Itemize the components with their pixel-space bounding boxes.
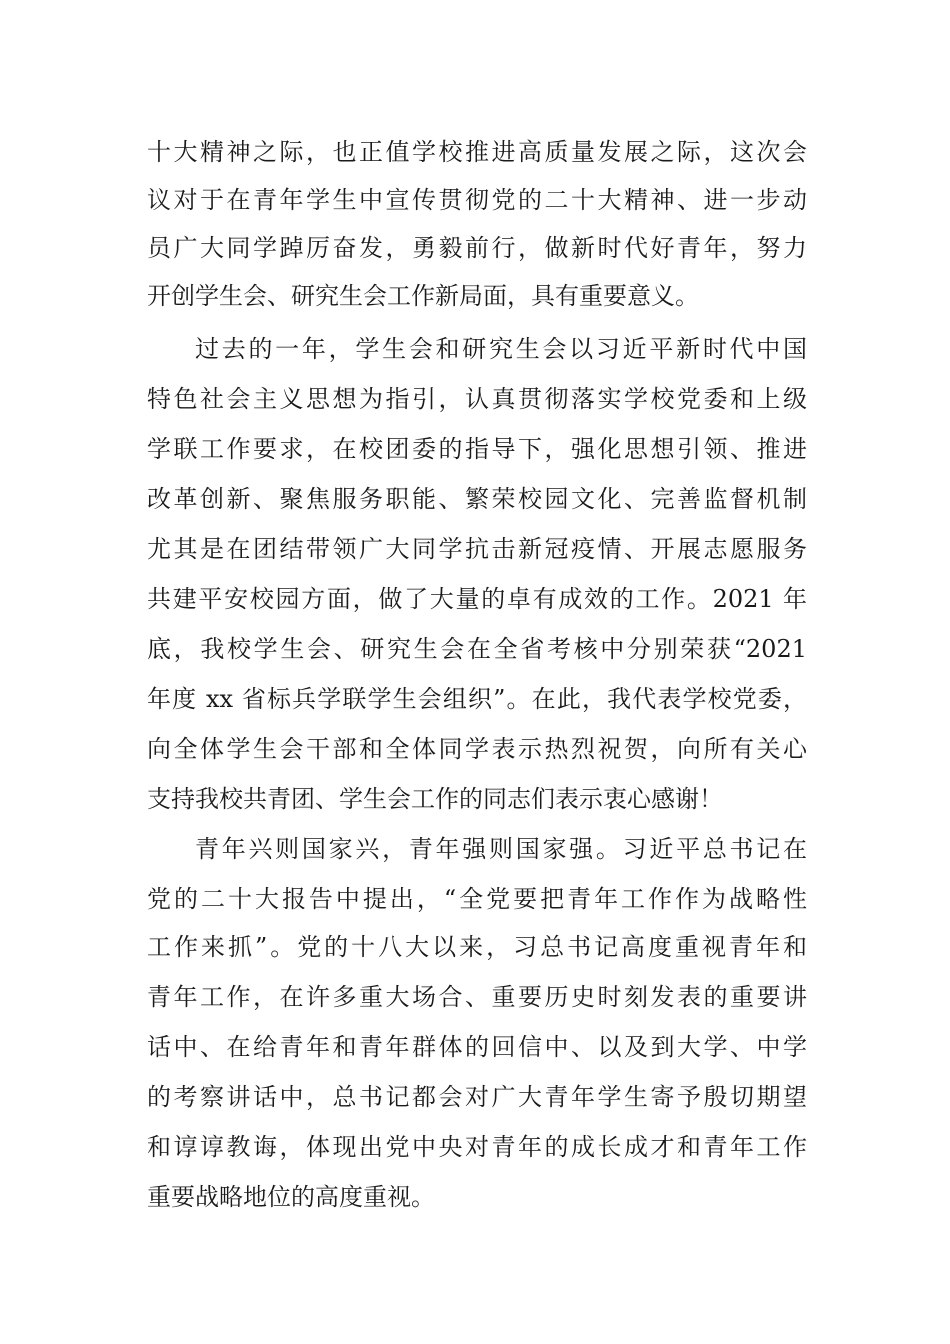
text-line: 学联工作要求，在校团委的指导下，强化思想引领、推进 <box>147 435 807 463</box>
text-line: 改革创新、聚焦服务职能、繁荣校园文化、完善监督机制 <box>147 485 807 513</box>
text-line: 开创学生会、研究生会工作新局面，具有重要意义。 <box>147 282 699 310</box>
text-line: 青年兴则国家兴，青年强则国家强。习近平总书记在 <box>195 835 807 863</box>
text-line: 底，我校学生会、研究生会在全省考核中分别荣获“2021 <box>147 635 807 663</box>
text-line: 特色社会主义思想为指引，认真贯彻落实学校党委和上级 <box>147 385 807 413</box>
text-line: 话中、在给青年和青年群体的回信中、以及到大学、中学 <box>147 1033 807 1061</box>
text-line: 议对于在青年学生中宣传贯彻党的二十大精神、进一步动 <box>147 186 807 214</box>
text-line: 的考察讲话中，总书记都会对广大青年学生寄予殷切期望 <box>147 1083 807 1111</box>
text-line: 向全体学生会干部和全体同学表示热烈祝贺，向所有关心 <box>147 735 807 763</box>
text-line: 年度 xx 省标兵学联学生会组织”。在此，我代表学校党委， <box>147 685 807 713</box>
text-line: 青年工作，在许多重大场合、重要历史时刻发表的重要讲 <box>147 983 807 1011</box>
text-line: 和谆谆教诲，体现出党中央对青年的成长成才和青年工作 <box>147 1133 807 1161</box>
text-line: 过去的一年，学生会和研究生会以习近平新时代中国 <box>195 335 807 363</box>
text-line: 员广大同学踔厉奋发，勇毅前行，做新时代好青年，努力 <box>147 234 807 262</box>
text-line: 支持我校共青团、学生会工作的同志们表示衷心感谢！ <box>147 785 723 813</box>
text-line: 尤其是在团结带领广大同学抗击新冠疫情、开展志愿服务 <box>147 535 807 563</box>
text-line: 党的二十大报告中提出，“全党要把青年工作作为战略性 <box>147 885 807 913</box>
text-line: 重要战略地位的高度重视。 <box>147 1183 435 1211</box>
text-line: 共建平安校园方面，做了大量的卓有成效的工作。2021 年 <box>147 585 807 613</box>
text-line: 十大精神之际，也正值学校推进高质量发展之际，这次会 <box>147 138 807 166</box>
text-line: 工作来抓”。党的十八大以来，习总书记高度重视青年和 <box>147 933 807 961</box>
